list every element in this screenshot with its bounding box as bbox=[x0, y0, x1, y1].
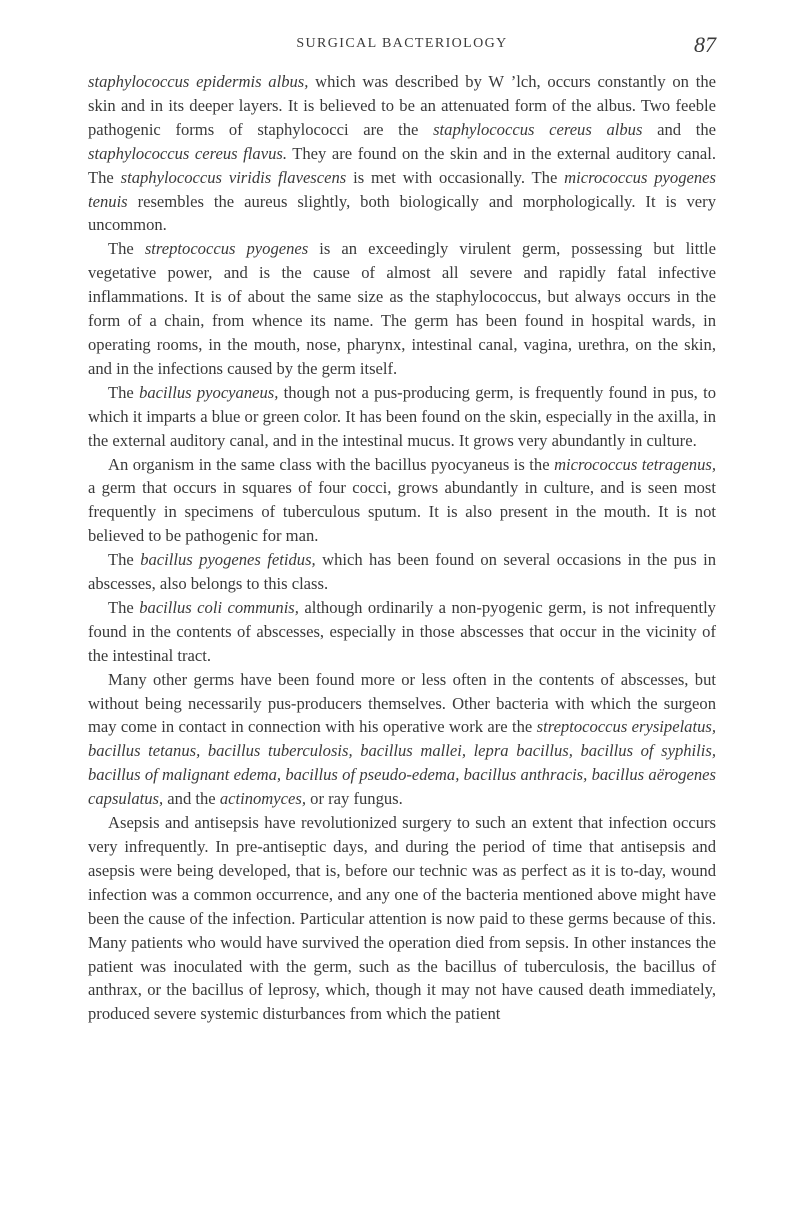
text-run: They are found on the skin and in the external auditory canal. The bbox=[88, 143, 716, 187]
text-run: although ordinarily a non-pyogenic germ, is not infrequently found in the contents of abscesses, especially in those abscesses that occur in the vicinity of the intestinal tract. bbox=[88, 597, 716, 665]
italic-term: staphylococcus cereus flavus. bbox=[88, 143, 287, 163]
page-number: 87 bbox=[694, 32, 716, 57]
text-run: The bbox=[108, 239, 145, 259]
italic-term: micrococcus tetragenus, bbox=[554, 454, 716, 474]
paragraph bbox=[88, 237, 716, 380]
text-run: The bbox=[108, 597, 140, 617]
italic-term: streptococcus pyogenes bbox=[144, 239, 309, 259]
text-run: which has been found on several occasions in the pus in abscesses, also belongs to this class. bbox=[88, 550, 716, 594]
italic-term: bacillus coli communis, bbox=[139, 597, 299, 617]
paragraph bbox=[88, 381, 716, 453]
text-run: Many other germs have been found more or less often in the contents of abscesses, but without being necessarily pus-producers themselves. Other bacteria with which the surgeon may come in contact in connection with his operative work are the bbox=[88, 669, 716, 737]
italic-term: actinomyces, bbox=[219, 789, 306, 809]
italic-term: bacillus pyogenes fetidus, bbox=[140, 550, 316, 570]
text-run: which was described by W ’lch, occurs constantly on the skin and in its deeper layers. It is believed to be an attenuated form of the albus. Two feeble pathogenic forms of staphylococci are the bbox=[88, 72, 716, 139]
text-run: resembles the aureus slightly, both biologically and morphologically. It is very uncommon. bbox=[88, 191, 716, 235]
text-run: Asepsis and antisepsis have revolutionized surgery to such an extent that infection occurs very infrequently. In pre-antiseptic days, and during the period of time that antisepsis and asepsis were being developed, that is, before our technic was as perfect as it is to-day, wound infection was a common occurrence, and any one of the bacteria mentioned above might have been the cause of the infection. Particular attention is now paid to these germs because of this. Many patients who would have survived the operation died from sepsis. In other instances the patient was inoculated with the germ, such as the bacillus of tuberculosis, the bacillus of anthrax, or the bacillus of leprosy, which, though it may not have caused death immediately, produced severe systemic disturbances from which the patient bbox=[88, 813, 716, 1024]
text-run: An organism in the same class with the bacillus pyocyaneus is the bbox=[108, 454, 555, 474]
book-page bbox=[88, 32, 716, 1026]
text-run: is an exceedingly virulent germ, possessing but little vegetative power, and is the cause of almost all severe and rapidly fatal infective inflammations. It is of about the same size as the staphylococcus, but always occurs in the form of a chain, from whence its name. The germ has been found in hospital wards, in operating rooms, in the mouth, nose, pharynx, intestinal canal, vagina, urethra, on the skin, and in the infections caused by the germ itself. bbox=[88, 239, 716, 378]
text-run: and the bbox=[642, 119, 716, 139]
paragraph bbox=[88, 70, 716, 237]
italic-term: micrococcus pyogenes tenuis bbox=[88, 167, 716, 211]
text-run: or ray fungus. bbox=[306, 789, 403, 809]
paragraph bbox=[88, 811, 716, 1026]
text-run: is met with occasionally. The bbox=[346, 167, 565, 187]
text-run: The bbox=[108, 550, 141, 570]
italic-term: staphylococcus epidermis albus, bbox=[88, 72, 309, 91]
paragraph bbox=[88, 668, 716, 811]
italic-term: staphylococcus cereus albus bbox=[433, 119, 643, 139]
paragraph bbox=[88, 548, 716, 596]
italic-term: staphylococcus viridis flavescens bbox=[120, 167, 347, 187]
paragraph bbox=[88, 453, 716, 549]
text-run: The bbox=[108, 382, 140, 402]
running-title: SURGICAL BACTERIOLOGY bbox=[296, 36, 508, 51]
paragraph bbox=[88, 596, 716, 668]
text-run: though not a pus-producing germ, is frequently found in pus, to which it imparts a blue or green color. It has been found on the skin, especially in the axilla, in the external auditory canal, and in the intestinal mucus. It grows very abundantly in culture. bbox=[88, 382, 716, 450]
body-text bbox=[88, 70, 716, 1026]
text-run: and the bbox=[163, 789, 220, 809]
italic-term: bacillus pyocyaneus, bbox=[139, 382, 279, 402]
running-header bbox=[88, 32, 716, 58]
italic-term: streptococcus erysipelatus, bacillus tetanus, bacillus tuberculosis, bacillus mallei, lepra bacillus, bacillus of syphilis, bacillus of malignant edema, bacillus of pseudo-edema, bacillus anthracis, bacillus aërogenes capsulatus, bbox=[88, 717, 716, 809]
text-run: a germ that occurs in squares of four cocci, grows abundantly in culture, and is seen most frequently in specimens of tuberculous sputum. It is also present in the mouth. It is not believed to be pathogenic for man. bbox=[88, 478, 716, 546]
